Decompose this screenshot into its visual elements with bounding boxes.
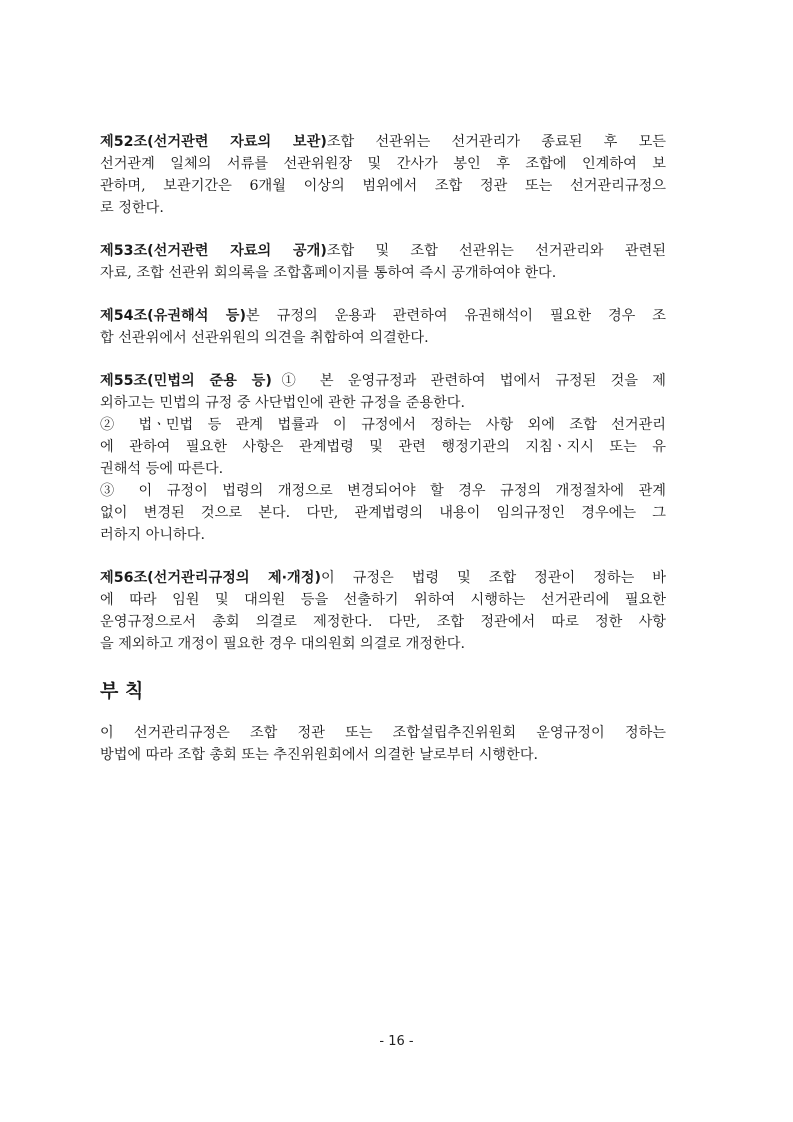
article-55 xyxy=(100,370,666,546)
addendum-line: 방법에 따라 조합 총회 또는 추진위원회에서 의결한 날로부터 시행한다. xyxy=(100,747,539,763)
article-first-line xyxy=(100,240,666,262)
article-line: 을 제외하고 개정이 필요한 경우 대의원회 의결로 개정한다. xyxy=(100,636,466,652)
article-line: ② 법ㆍ민법 등 관계 법률과 이 규정에서 정하는 사항 외에 조합 선거관리 xyxy=(100,417,666,433)
article-53 xyxy=(100,240,666,284)
article-text: ① 본 운영규정과 관련하여 법에서 규정된 것을 제 xyxy=(271,373,667,389)
addendum-body xyxy=(100,722,666,766)
article-heading: 제52조(선거관련 자료의 보관) xyxy=(100,134,327,150)
article-line: 권해석 등에 따른다. xyxy=(100,461,224,477)
article-line: 에 따라 임원 및 대의원 등을 선출하기 위하여 시행하는 선거관리에 필요한 xyxy=(100,592,666,608)
article-first-line xyxy=(100,370,666,392)
article-56 xyxy=(100,567,666,655)
addendum-line: 이 선거관리규정은 조합 정관 또는 조합설립추진위원회 운영규정이 정하는 xyxy=(100,725,666,741)
article-line: 선거관계 일체의 서류를 선관위원장 및 간사가 봉인 후 조합에 인계하여 보 xyxy=(100,156,666,172)
article-text: 이 규정은 법령 및 조합 정관이 정하는 바 xyxy=(320,570,666,586)
article-heading: 제56조(선거관리규정의 제·개정) xyxy=(100,570,321,586)
article-line: 로 정한다. xyxy=(100,200,164,216)
article-line: ③ 이 규정이 법령의 개정으로 변경되어야 할 경우 규정의 개정절차에 관계 xyxy=(100,483,666,499)
article-54 xyxy=(100,305,666,349)
page-number: - 16 - xyxy=(379,1034,414,1049)
article-line: 외하고는 민법의 규정 중 사단법인에 관한 규정을 준용한다. xyxy=(100,395,466,411)
article-52 xyxy=(100,131,666,219)
article-line: 자료, 조합 선관위 회의록을 조합홈페이지를 통하여 즉시 공개하여야 한다. xyxy=(100,265,557,281)
article-text: 본 규정의 운용과 관련하여 유권해석이 필요한 경우 조 xyxy=(246,308,666,324)
article-line: 합 선관위에서 선관위원의 의견을 취합하여 의결한다. xyxy=(100,330,429,346)
article-first-line xyxy=(100,131,666,153)
article-line: 에 관하여 필요한 사항은 관계법령 및 관련 행정기관의 지침ㆍ지시 또는 유 xyxy=(100,439,666,455)
article-line: 관하며, 보관기간은 6개월 이상의 범위에서 조합 정관 또는 선거관리규정으 xyxy=(100,178,666,194)
article-line: 러하지 아니하다. xyxy=(100,527,205,543)
article-first-line xyxy=(100,567,666,589)
article-text: 조합 및 조합 선관위는 선거관리와 관련된 xyxy=(326,243,666,259)
article-first-line xyxy=(100,305,666,327)
article-line: 없이 변경된 것으로 본다. 다만, 관계법령의 내용이 임의규정인 경우에는 그 xyxy=(100,505,666,521)
article-line: 운영규정으로서 총회 의결로 제정한다. 다만, 조합 정관에서 따로 정한 사항 xyxy=(100,614,666,630)
article-text: 조합 선관위는 선거관리가 종료된 후 모든 xyxy=(326,134,666,150)
article-heading: 제53조(선거관련 자료의 공개) xyxy=(100,243,327,259)
document-body xyxy=(100,131,666,787)
article-heading: 제54조(유권해석 등) xyxy=(100,308,247,324)
article-heading: 제55조(민법의 준용 등) xyxy=(100,373,272,389)
addendum-title: 부 칙 xyxy=(100,680,144,702)
